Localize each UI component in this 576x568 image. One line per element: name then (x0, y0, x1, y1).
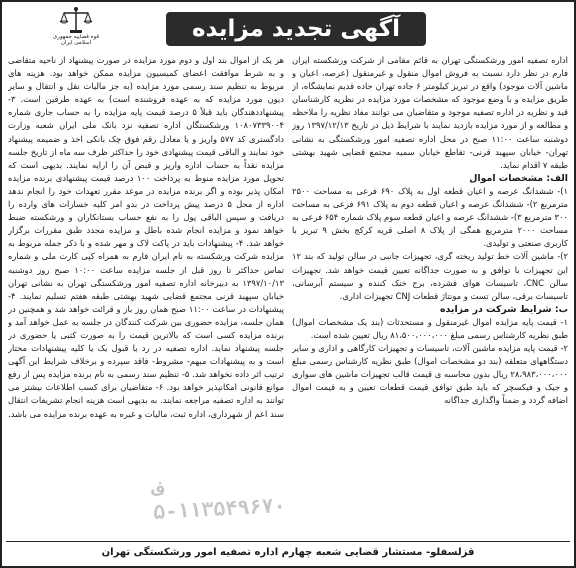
notice-header (6, 6, 570, 50)
notice-title: آگهی تجدید مزایده (166, 12, 426, 46)
conditions-item-2: ۲- قیمت پایه مزایده ماشین آلات، تاسیسات و تجهیزات کارگاهی و اداری و سایر دستگاههای متعلقه (بند دو مشخصات اموال) طبق نظریه کارشناس رسمی مبلغ ۲۸،۹۸۳،۰۰۰،۰۰۰ ریال بدون محاسبه ی قیمت قالب تجهیزات ماشین های سواری و جیک و فیکسچر که باید طبق توافق قیمت قطعات تعیین و به قیمت اموال اضافه گردد و ضمناً واگذاری جداگانه (292, 343, 568, 406)
notice-body (8, 54, 568, 540)
judiciary-emblem-icon (46, 6, 106, 50)
conditions-section-title: ب: شرایط شرکت در مزایده (439, 303, 568, 315)
newspaper-stamp: ف ۱۱۳۵۴۹۶۷۰-۵ (151, 475, 287, 524)
left-column-text: هر یک از اموال بند اول و دوم مورد مزایده در صورت پیشنهاد از ناحیه متقاضی و به شرط موافقت اعضای کمیسیون مزایده ممکن خواهد بود. هزینه های مربوط به تنظیم سند رسمی مورد مزایده (به جز مالیات نقل و انتقال و سایر دیون مورد مزایده که به عهده فروشنده است) به عهده طرفین است. ۳- پیشنهاددهندگان باید قبلاً ۵ درصد قیمت پایه مزایده را به حساب جاری شماره ۱۰۸۰۷۳۳۹۰۰۴ ورشکستگان اداره تصفیه نزد بانک ملی ایران شعبه وزارت دادگستری کد ۵۷۷ واریز و یا معادل رقم فوق چک بانکی اخذ و ضمیمه پیشنهاد خود نمایند و الباقی قیمت پیشنهادی خود را حداکثر ظرف سه ماه از تاریخ جلسه مزایده نقداً به حساب اداره واریز و قبض آن را ارایه نمایند. بدیهی است که تحویل مورد مزایده منوط به پرداخت ۱۰۰ درصد قیمت پیشنهادی برنده مزایده امکان پذیر بوده و اگر برنده مزایده در موعد مقرر تعهدات خود را انجام ندهد اداره از محل ۵ درصد پیش پرداخت در بدو امر کلیه خسارات های وارده را دریافت و سپس الباقی پول را به نفع حساب بستانکاران و ورشکسته ضبط خواهد نمود و مزایده انجام شده باطل و مزایده مجدد طبق مقررات برگزار خواهد شد. ۴- پیشنهادات باید در پاکت لاک و مهر شده و با ذکر جمله مربوط به مزایده شرکت ورشکسته به نام ایران فارم به همراه کپی کارت ملی و شماره تماس حداکثر تا روز قبل از جلسه مزایده ساعت ۱۰:۰۰ صبح روز دوشنبه ۱۳۹۷/۱۰/۱۳ به دبیرخانه اداره تصفیه امور ورشکستگی تهران به نشانی تهران خیابان سپهبد قرنی مجتمع قضایی شهید بهشتی طبقه هفتم تسلیم نمایند. ۴- پیشنهادات در ساعت ۱۱:۰۰ صبح همان روز باز و قرائت خواهد شد و همچنین در همان جلسه، مزایده حضوری بین شرکت کنندگان در جلسه به عمل خواهد آمد و برنده مزایده کسی است که بالاترین قیمت را به صورت کتبی یا حضوری در جلسه پیشنهاد نماید. اداره تصفیه در رد یا قبول یک یا کلیه پیشنهادات مختار است و به پیشنهادات مبهم- مشروط- فاقد سپرده و برخلاف شرایط این آگهی ترتیب اثر داده نخواهد شد. ۵- تنظیم سند رسمی به نام برنده مزایده پس از رفع موانع قانونی امکانپذیر خواهد بود. ۶- متقاضیان برای کسب اطلاعات بیشتر می توانند به اداره تصفیه مراجعه نمایند. به بدیهی است هزینه انجام تشریفات انتقال سند اعم از شهرداری، اداره ثبت، مالیات و غیره به عهده برنده مزایده می باشد. (8, 55, 284, 419)
right-column (292, 54, 568, 540)
emblem-caption: قوه قضاییه جمهوری اسلامی ایران (53, 34, 99, 46)
left-column (8, 54, 284, 540)
assets-item-1: ۱)- ششدانگ عرصه و اعیان قطعه اول به پلاک ۶۹۰ فرعی به مساحت ۲۵۰۰ مترمربع ۲)- ششدانگ عرصه و اعیان قطعه دوم به پلاک ۶۹۱ فرعی به مساحت ۳۰۰ مترمربع ۳)- ششدانگ عرصه و اعیان قطعه سوم پلاک شماره ۶۵۴ فرعی به مساحت ۲۰۰۰ مترمربع همگی از پلاک ۸ اصلی قریه کرکج بخش ۹ تبریز با کاربری صنعتی و تولیدی. (292, 185, 568, 249)
conditions-item-1: ۱- قیمت پایه مزایده اموال غیرمنقول و مستحدثات (بند یک مشخصات اموال) طبق نظریه کارشناس رسمی مبلغ ۸۱،۵۰۰،۰۰۰،۰۰۰ ریال تعیین شده است. (292, 316, 568, 340)
notice-signature: قزلسفلو- مستشار قضایی شعبه چهارم اداره تصفیه امور ورشکستگی تهران (6, 541, 570, 564)
assets-section-title: الف: مشخصات اموال (469, 172, 568, 184)
intro-paragraph: اداره تصفیه امور ورشکستگی تهران به قائم مقامی از شرکت ورشکسته ایران فارم در نظر دارد نسبت به فروش اموال منقول و غیرمنقول (عرصه، اعیان و ماشین آلات موجود) واقع در تبریز کیلومتر ۶ جاده تهران جاده قدیم نمایشگاه، از طریق مزایده و با وضع موجود که مشخصات مورد مزایده در نظریه کارشناسان قید و نظریه در اداره تصفیه موجود و متقاضیان می توانند مفاد نظریه را ملاحظه و مطالعه و از مورد مزایده بازدید نمایند با شرایط ذیل در تاریخ ۱۳۹۷/۱۲/۱۳ روز دوشنبه ساعت ۱۱:۰۰ صبح در محل اداره تصفیه امور ورشکستگی به نشانی تهران- خیابان سپهبد قرنی- تقاطع خیابان سمیه مجتمع قضایی شهید بهشتی طبقه ۷ اقدام نماید. (292, 55, 568, 170)
assets-item-2: ۲)- ماشین آلات خط تولید ریخته گری، تجهیزات جانبی در سالن تولید که بند ۱۲ این تجهیزات با توافق و به صورت جداگانه تعیین قیمت خواهد شد. تجهیزات سالن CNC، تاسیسات هوای فشرده، برج خنک کننده و سیستم آبرسانی، تاسیسات برقی، سالن تست و مونتاژ قطعات CNJ تجهیزات اداری. (292, 251, 568, 301)
